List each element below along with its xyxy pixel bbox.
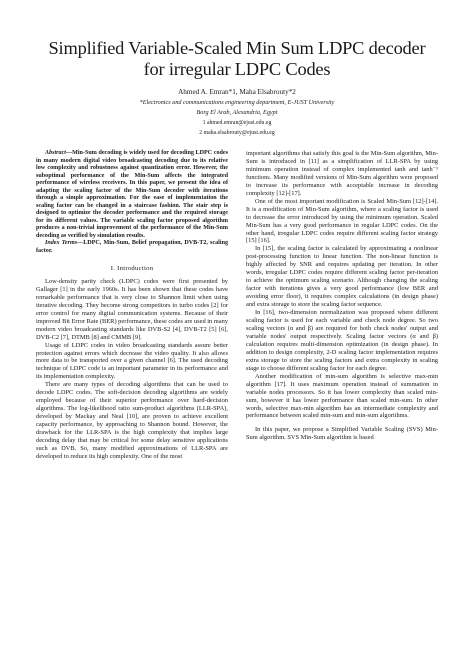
abstract-lead: Abstract—	[45, 150, 73, 156]
author-email-1: 1 ahmed.emran@ejust.edu.eg	[202, 120, 272, 126]
authors: Ahmed A. Emran*1, Maha Elsabrouty*2	[178, 88, 296, 96]
right-paragraph-6: In this paper, we propose a Simplified Variable Scaling (SVS) Min-Sum algorithm. SVS Min-Sum algorithm is based	[246, 426, 438, 442]
right-paragraph-3: In [15], the scaling factor is calculated by approximating a nonlinear post-processing function to linear function. The non-linear function is highly affected by SNR and requires updating per iteration. In other words, irregular LDPC codes require different scaling factor per-iteration to achieve the optimum scaling scenario. Although changing the scaling factor with iterations gives a very good performance (low BER and avoiding error floor), it requires complex calculations (in design phase) and extra storage to store the scaling factor sequence.	[246, 245, 438, 309]
intro-paragraph-3: There are many types of decoding algorithms that can be used to decode LDPC codes. The soft-decision decoding algorithms are widely employed because of their superior performance over hard-decision algorithms. The log-likelihood ratio sum-product algorithms (LLR-SPA), developed by Mackay and Neal [10], are proven to achieve excellent capacity performance, by approaching to Shannon bound. However, the drawback for the LLR-SPA is the high complexity that implies large decoding delay that may be critical for some delay sensitive applications such as DVB. So, many modified approximations of LLR-SPA are developed to reduce its high complexity. One of the most	[36, 381, 228, 460]
right-paragraph-2: One of the most important modification is Scaled Min-Sum [12]-[14]. It is a modification of Min-Sum algorithm, where a scaling factor is used to decrease the error introduced by using the minimum operation. Scaled Min-Sum has a very good performance in regular LDPC codes. On the other hand, irregular LDPC codes require different scaling factor strategy [15] [16].	[246, 197, 438, 245]
affiliation-line-1: *Electronics and communications engineering department, E-JUST University	[139, 99, 335, 106]
left-column	[36, 150, 228, 461]
abstract	[36, 150, 228, 240]
affiliation-line-2: Borg El Arab, Alexandria, Egypt	[196, 109, 278, 116]
two-column-body	[36, 150, 438, 461]
section-heading-introduction: I. Introduction	[110, 265, 154, 272]
index-terms-text: LDPC, Min-Sum, Belief propagation, DVB-T2, scaling factor.	[36, 240, 229, 254]
right-paragraph-1: important algorithms that satisfy this goal is the Min-Sum algorithm, Min-Sum is introduced in [11] as a simplification of LLR-SPA by using minimum operation instead of complex implemented tanh and tanh⁻¹ functions. Many modified versions of Min-Sum algorithm were proposed to increase its performance with acceptable increase in decoding complexity [12]-[17].	[246, 150, 438, 197]
paper-title: Simplified Variable-Scaled Min Sum LDPC decoder for irregular LDPC Codes	[48, 38, 426, 79]
intro-paragraph-2: Usage of LDPC codes in video broadcasting standards assure better protection against errors which decrease the video quality. It also allows more data to be transported over a given channel [6]. The used decoding technique of LDPC code is an important parameter in its performance and its implementation complexity.	[36, 341, 228, 381]
right-column	[246, 150, 438, 461]
intro-paragraph-1: Low-density parity check (LDPC) codes were first presented by Gallager [1] in the early 1960s. It has been shown that these codes have remarkable performance that is very close to Shannon limit when using iterative decoding. They become strong competitors to turbo codes [2] for error control for many digital communication systems. Because of their improved Bit Error Rate (BER) performance, these codes are used in many modern video broadcasting standards like DVB-S2 [4], DVB-T2 [5] [6], DVB-C2 [7], DTMB [8] and CMMB [9].	[36, 277, 229, 341]
abstract-text: Min-Sum decoding is widely used for decoding LDPC codes in many modern digital video broadcasting decoding due to its relative low complexity and robustness against quantization error. However, the suboptimal performance of the Min-Sum affects the integrated performance of wireless receivers. In this paper, we present the idea of adapting the scaling factor of the Min-Sum decoder with iterations through a simple approximation. For the ease of implementation the scaling factor can be changed in a staircase fashion. The stair step is designed to optimize the decoder performance and the required storage for its different values. The variable scaling factor proposed algorithm produces a non-trivial improvement of the performance of the Min-Sum decoding as verified by simulation results.	[36, 150, 228, 239]
right-paragraph-4: In [16], two-dimension normalization was proposed where different scaling factor is used for each variable and check node degree. So two scaling vectors (α and β) are required for both check nodes' output and variable nodes' output respectively. Scaling factor vectors (α and β) calculation requires multi-dimension optimization (in design phase). In addition to design complexity, 2-D scaling factor implementation requires extra storage to store the scaling factors and extra complexity in scaling stage to choose different scaling factor for each degree.	[246, 309, 438, 372]
author-email-2: 2 maha.elsabrouty@ejust.edu.eg	[199, 130, 275, 136]
index-terms	[36, 240, 228, 255]
index-terms-lead: Index Terms—	[45, 240, 84, 246]
right-paragraph-5: Another modification of min-sum algorithm is selective max-min algorithm [17]. It uses maximum operation instead of summation in variable nodes processors. So it has lower complexity than scaled min-sum, however it has lower performance than scaled min-sum. In other words, selective max-min algorithm has an intermediate complexity and performance between scaled min-sum and min-sum algorithms.	[246, 372, 438, 420]
